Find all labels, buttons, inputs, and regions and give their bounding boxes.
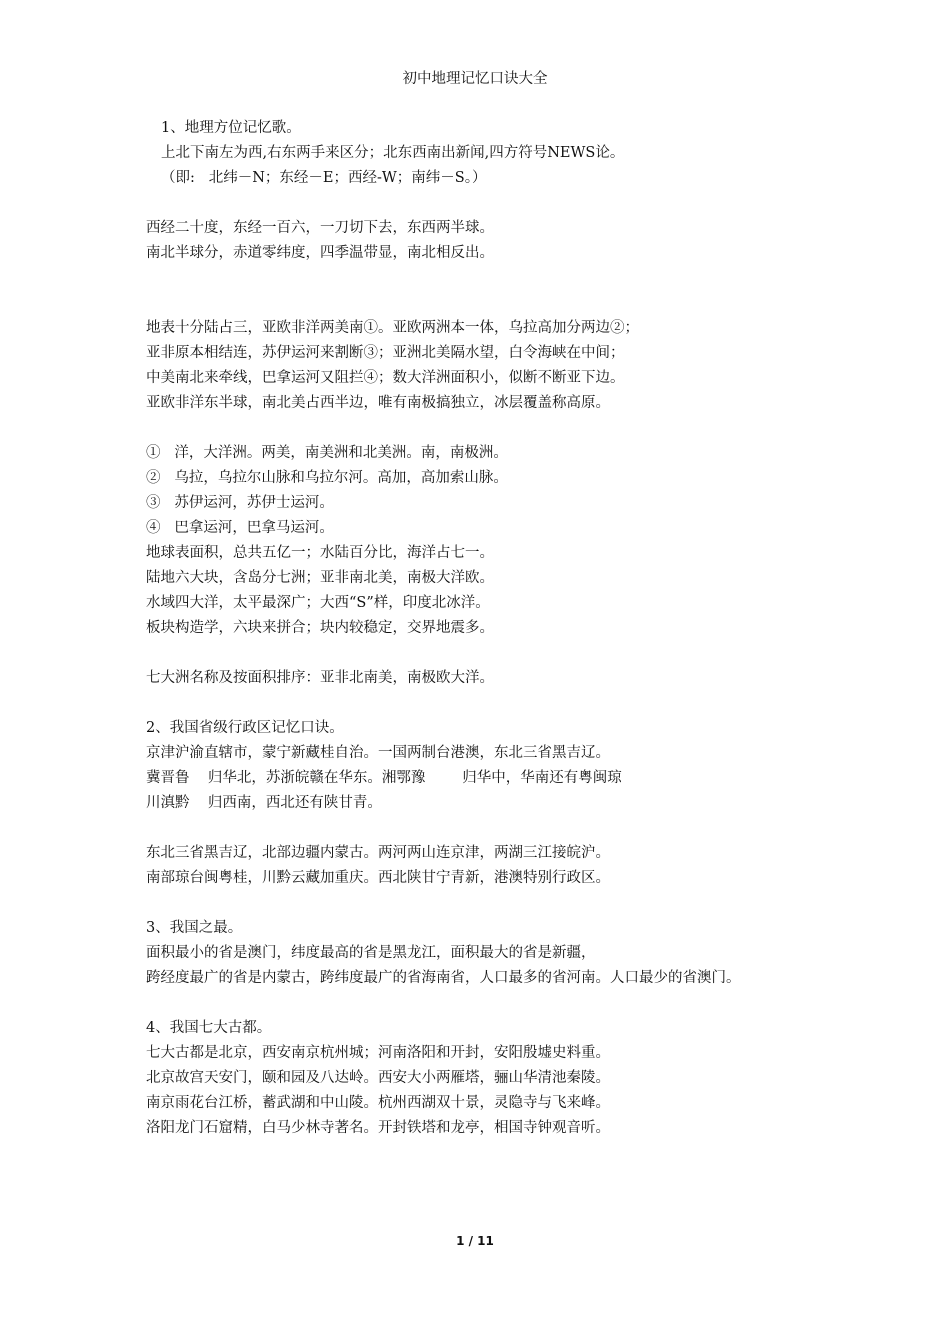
text-line: 洛阳龙门石窟精，白马少林寺著名。开封铁塔和龙亭，相国寺钟观音听。 — [146, 1120, 610, 1136]
text-line: 川滇黔 归西南，西北还有陕甘青。 — [146, 795, 382, 811]
document-body — [146, 116, 846, 1141]
text-line: 中美南北来牵线，巴拿运河又阻拦④；数大洋洲面积小，似断不断亚下边。 — [146, 370, 625, 386]
text-line: 地球表面积，总共五亿一；水陆百分比，海洋占七一。 — [146, 545, 494, 561]
section-heading: 4、我国七大古都。 — [146, 1020, 272, 1036]
text-line: 七大洲名称及按面积排序：亚非北南美，南极欧大洋。 — [146, 670, 494, 686]
note-line: ③ 苏伊运河，苏伊士运河。 — [146, 495, 334, 511]
note-line: ② 乌拉，乌拉尔山脉和乌拉尔河。高加，高加索山脉。 — [146, 470, 508, 486]
text-line: 面积最小的省是澳门，纬度最高的省是黑龙江，面积最大的省是新疆， — [146, 945, 596, 961]
spacer — [146, 266, 846, 291]
text-line: 京津沪渝直辖市，蒙宁新藏桂自治。一国两制台港澳，东北三省黑吉辽。 — [146, 745, 610, 761]
text-line: 地表十分陆占三，亚欧非洋两美南①。亚欧两洲本一体，乌拉高加分两边②； — [146, 320, 639, 336]
text-line: 南北半球分，赤道零纬度，四季温带显，南北相反出。 — [146, 245, 494, 261]
spacer — [146, 291, 846, 316]
text-line: 跨经度最广的省是内蒙古，跨纬度最广的省海南省，人口最多的省河南。人口最少的省澳门。 — [146, 970, 741, 986]
document-title: 初中地理记忆口诀大全 — [402, 71, 548, 87]
section-heading: 3、我国之最。 — [146, 920, 243, 936]
text-line: 亚欧非洋东半球，南北美占西半边，唯有南极搞独立，冰层覆盖称高原。 — [146, 395, 610, 411]
text-line: 亚非原本相结连，苏伊运河来割断③；亚洲北美隔水望，白令海峡在中间； — [146, 345, 625, 361]
text-line: 北京故宫天安门，颐和园及八达岭。西安大小两雁塔，骊山华清池秦陵。 — [146, 1070, 610, 1086]
text-line: 西经二十度，东经一百六，一刀切下去，东西两半球。 — [146, 220, 494, 236]
text-line: 东北三省黑吉辽，北部边疆内蒙古。两河两山连京津，两湖三江接皖沪。 — [146, 845, 610, 861]
section-heading: 1、地理方位记忆歌。 — [161, 120, 301, 136]
section-heading: 2、我国省级行政区记忆口诀。 — [146, 720, 344, 736]
page-number: 1 / 11 — [456, 1234, 494, 1248]
text-line: 南部琼台闽粤桂，川黔云藏加重庆。西北陕甘宁青新，港澳特别行政区。 — [146, 870, 610, 886]
text-line: 南京雨花台江桥，蓄武湖和中山陵。杭州西湖双十景，灵隐寺与飞来峰。 — [146, 1095, 610, 1111]
spacer — [146, 816, 846, 841]
spacer — [146, 691, 846, 716]
note-line: ① 洋，大洋洲。两美，南美洲和北美洲。南，南极洲。 — [146, 445, 508, 461]
text-line: 冀晋鲁 归华北，苏浙皖赣在华东。湘鄂豫 归华中，华南还有粤闽琼 — [146, 770, 622, 786]
spacer — [146, 891, 846, 916]
note-line: ④ 巴拿运河，巴拿马运河。 — [146, 520, 334, 536]
text-line: 上北下南左为西,右东两手来区分；北东西南出新闻,四方符号NEWS论。 — [161, 145, 625, 161]
text-line: （即: 北纬－N；东经－E；西经-W；南纬－S。） — [161, 170, 487, 186]
text-line: 七大古都是北京，西安南京杭州城；河南洛阳和开封，安阳殷墟史料重。 — [146, 1045, 610, 1061]
text-line: 板块构造学，六块来拼合；块内较稳定，交界地震多。 — [146, 620, 494, 636]
spacer — [146, 641, 846, 666]
spacer — [146, 991, 846, 1016]
spacer — [146, 416, 846, 441]
text-line: 水域四大洋，太平最深广；大西“S”样，印度北冰洋。 — [146, 595, 490, 611]
text-line: 陆地六大块，含岛分七洲；亚非南北美，南极大洋欧。 — [146, 570, 494, 586]
spacer — [146, 191, 846, 216]
